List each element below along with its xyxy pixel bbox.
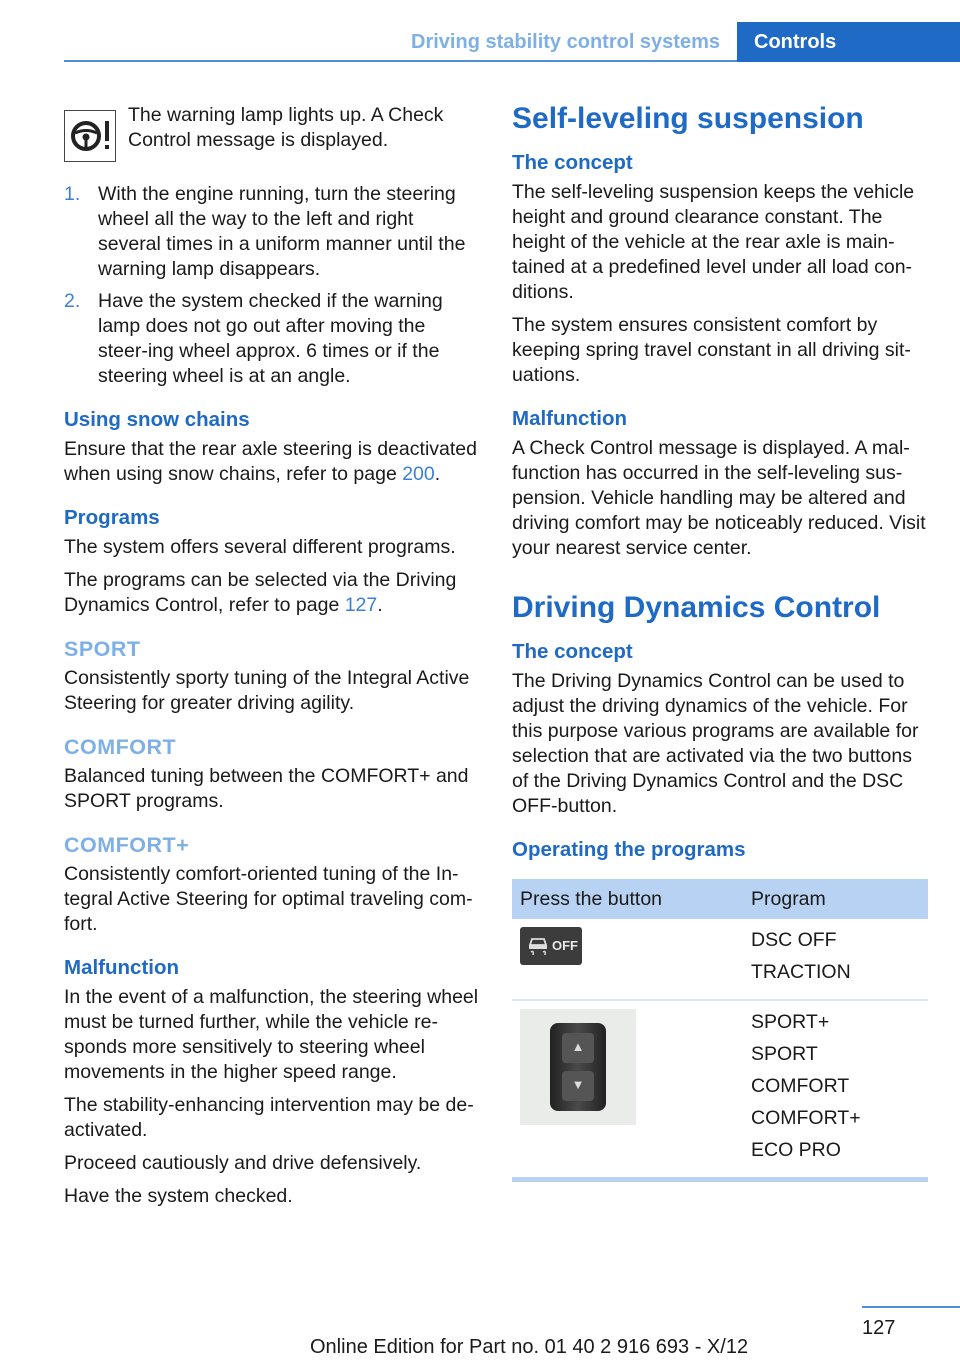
table-row <box>512 1000 928 1180</box>
program-label: DSC OFF <box>751 929 837 951</box>
program-label: COMFORT+ <box>751 1107 861 1129</box>
punct: . <box>377 594 383 616</box>
table-header-row <box>512 879 928 919</box>
warning-text: The warning lamp lights up. A Check Control message is displayed. <box>128 104 444 151</box>
header-rule <box>64 60 737 62</box>
snow-text: Ensure that the rear axle steering is deactivated when using snow chains, refer to page <box>64 438 477 485</box>
off-label: OFF <box>552 938 578 953</box>
comfort-plus-text: Consistently comfort-oriented tuning of the In‐tegral Active Steering for optimal traveling com‐fort. <box>64 863 473 935</box>
driving-dynamics-switch-image <box>520 1009 636 1125</box>
malfunction-text-3: Proceed cautiously and drive defensively. <box>64 1152 422 1174</box>
program-label: TRACTION <box>751 961 851 983</box>
button-cell <box>512 1000 743 1180</box>
rocker-switch[interactable] <box>550 1023 606 1111</box>
snow-chains-heading: Using snow chains <box>64 408 250 431</box>
punct: . <box>434 463 441 485</box>
concept-heading: The concept <box>512 151 633 174</box>
button-cell <box>512 919 743 1000</box>
programs-text-2 <box>64 568 480 618</box>
malfunction-text-4: Have the system checked. <box>64 1185 293 1207</box>
program-label: SPORT <box>751 1043 818 1065</box>
concept-text: The Driving Dynamics Control can be used to adjust the driving dynamics of the vehicle. For this purpose various programs are available for selection that are activated via the two buttons of the Driving Dynamics Control and the DSC OFF-button. <box>512 670 919 817</box>
page-link-200[interactable]: 200 <box>402 463 435 485</box>
self-leveling-title: Self-leveling suspension <box>512 102 864 135</box>
rocker-down-button[interactable] <box>562 1071 594 1101</box>
sport-heading: SPORT <box>64 637 141 661</box>
header-tab-label: Controls <box>754 31 837 53</box>
programs-text-1: The system offers several different programs. <box>64 536 456 558</box>
program-cell <box>743 919 928 1000</box>
right-column <box>512 100 928 1182</box>
steering-warning-icon <box>64 110 116 162</box>
concept-text-2: The system ensures consistent comfort by keeping spring travel constant in all driving sit‐uations. <box>512 314 911 386</box>
programs-text: The programs can be selected via the Driving Dynamics Control, refer to page <box>64 569 457 616</box>
step-number: 1. <box>64 183 81 205</box>
page-number: 127 <box>862 1317 896 1339</box>
comfort-plus-heading: COMFORT+ <box>64 833 190 857</box>
operating-heading: Operating the programs <box>512 838 746 861</box>
arrow-up-icon: ▲ <box>571 1039 585 1054</box>
program-label: ECO PRO <box>751 1139 841 1161</box>
page-link-127[interactable]: 127 <box>344 594 378 616</box>
arrow-down-icon: ▼ <box>571 1077 585 1092</box>
program-label: SPORT+ <box>751 1011 830 1033</box>
left-column <box>64 100 480 1217</box>
program-label: COMFORT <box>751 1075 850 1097</box>
col-program-header: Program <box>743 879 928 919</box>
warning-block <box>64 100 480 162</box>
step-text: Have the system checked if the warning lamp does not go out after moving the steer‐ing wheel approx. 6 times or if the steering wheel is at an angle. <box>98 290 443 387</box>
malfunction-text-1: In the event of a malfunction, the steering wheel must be turned further, while the vehicle re‐sponds more sensitively to steering wheel movements in the higher speed range. <box>64 986 479 1083</box>
comfort-heading: COMFORT <box>64 735 177 759</box>
col-button-header: Press the button <box>512 879 743 919</box>
dsc-off-button[interactable] <box>520 927 582 965</box>
steps-list <box>64 182 480 389</box>
rocker-up-button[interactable] <box>562 1033 594 1063</box>
list-item <box>64 182 480 282</box>
malfunction-text: A Check Control message is displayed. A mal‐function has occurred in the self-leveling sus‐pension. Vehicle handling may be altered and driving comfort may be noticeably reduced. Visit your nearest service center. <box>512 437 926 559</box>
comfort-text: Balanced tuning between the COMFORT+ and SPORT programs. <box>64 765 469 812</box>
footer-rule <box>862 1306 960 1308</box>
concept-heading: The concept <box>512 640 633 663</box>
list-item <box>64 289 480 389</box>
malfunction-heading: Malfunction <box>64 956 180 979</box>
programs-table <box>512 879 928 1182</box>
table-row <box>512 919 928 1000</box>
step-number: 2. <box>64 290 81 312</box>
sport-text: Consistently sporty tuning of the Integral Active Steering for greater driving agility. <box>64 667 470 714</box>
snow-chains-text <box>64 437 480 487</box>
concept-text-1: The self-leveling suspension keeps the vehicle height and ground clearance constant. The height of the vehicle at the rear axle is main‐tained at a predefined level under all load con‐ditions. <box>512 181 915 303</box>
header-section-title: Driving stability control systems <box>411 31 720 53</box>
edition-footer: Online Edition for Part no. 01 40 2 916 693 - X/12 <box>310 1336 749 1358</box>
driving-dynamics-title: Driving Dynamics Control <box>512 591 881 624</box>
malfunction-heading: Malfunction <box>512 407 628 430</box>
header-tab-controls[interactable] <box>737 22 960 62</box>
malfunction-text-2: The stability-enhancing intervention may be de‐activated. <box>64 1094 474 1141</box>
step-text: With the engine running, turn the steering wheel all the way to the left and right several times in a uniform manner until the warning lamp disappears. <box>98 183 466 280</box>
program-cell <box>743 1000 928 1180</box>
programs-heading: Programs <box>64 506 160 529</box>
car-skid-icon <box>526 933 550 957</box>
